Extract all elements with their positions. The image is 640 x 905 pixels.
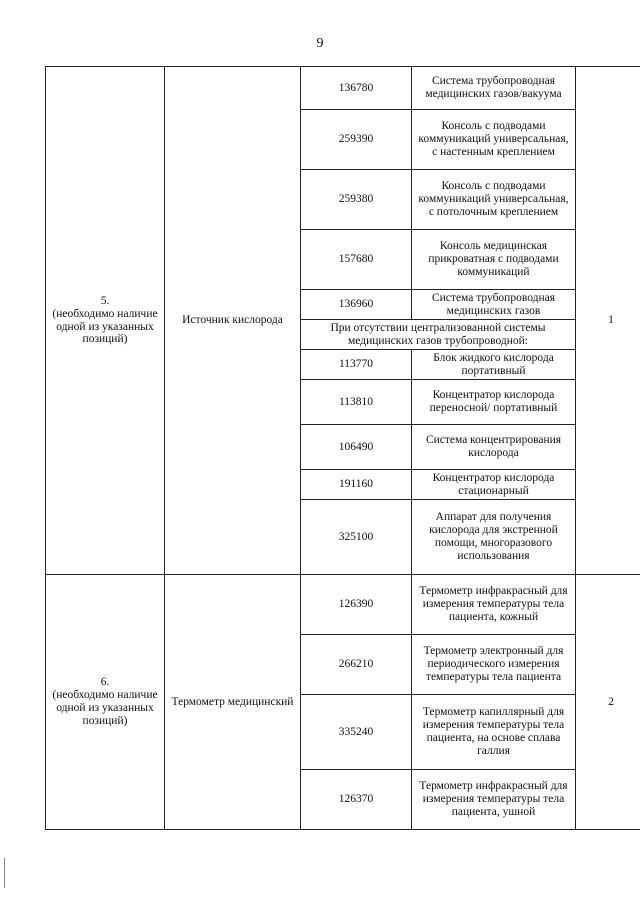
item-code: 106490 — [301, 425, 412, 470]
section-quantity: 1 — [576, 67, 640, 575]
item-description: Термометр инфракрасный для измерения температуры тела пациента, кожный — [412, 575, 576, 635]
item-code: 325100 — [301, 500, 412, 575]
item-description: Термометр электронный для периодического измерения температуры тела пациента — [412, 635, 576, 695]
subheader-note: При отсутствии централизованной системы медицинских газов трубопроводной: — [301, 320, 576, 350]
section-name: Источник кислорода — [165, 67, 301, 575]
item-description: Консоль с подводами коммуникаций универсальная, с настенным креплением — [412, 110, 576, 170]
section-number: 6. — [100, 676, 110, 689]
item-code: 266210 — [301, 635, 412, 695]
item-code: 191160 — [301, 470, 412, 500]
item-description: Система концентрирования кислорода — [412, 425, 576, 470]
item-description: Система трубопроводная медицинских газов — [412, 290, 576, 320]
page-number: 9 — [316, 36, 324, 51]
item-description: Консоль медицинская прикроватная с подводами коммуникаций — [412, 230, 576, 290]
item-code: 136960 — [301, 290, 412, 320]
item-code: 259380 — [301, 170, 412, 230]
item-code: 113810 — [301, 380, 412, 425]
section-number-cell — [46, 67, 165, 575]
item-description: Концентратор кислорода стационарный — [412, 470, 576, 500]
item-description: Консоль с подводами коммуникаций универсальная, с потолочным креплением — [412, 170, 576, 230]
section-number-cell — [46, 575, 165, 830]
item-description: Аппарат для получения кислорода для экстренной помощи, многоразового использования — [412, 500, 576, 575]
section-note: (необходимо наличие одной из указанных позиций) — [52, 689, 158, 727]
equipment-table — [45, 66, 640, 830]
item-code: 113770 — [301, 350, 412, 380]
scan-edge-mark — [4, 858, 5, 888]
item-description: Термометр капиллярный для измерения температуры тела пациента, на основе сплава галлия — [412, 695, 576, 770]
section-name: Термометр медицинский — [165, 575, 301, 830]
table-row — [46, 67, 640, 110]
item-description: Концентратор кислорода переносной/ портативный — [412, 380, 576, 425]
section-note: (необходимо наличие одной из указанных позиций) — [52, 307, 158, 346]
item-code: 157680 — [301, 230, 412, 290]
item-code: 126390 — [301, 575, 412, 635]
item-description: Блок жидкого кислорода портативный — [412, 350, 576, 380]
section-number: 5. — [100, 294, 110, 307]
table-row — [46, 575, 640, 635]
section-quantity: 2 — [576, 575, 640, 830]
item-code: 136780 — [301, 67, 412, 110]
item-description: Термометр инфракрасный для измерения температуры тела пациента, ушной — [412, 770, 576, 830]
item-code: 335240 — [301, 695, 412, 770]
item-code: 126370 — [301, 770, 412, 830]
item-code: 259390 — [301, 110, 412, 170]
item-description: Система трубопроводная медицинских газов/вакуума — [412, 67, 576, 110]
